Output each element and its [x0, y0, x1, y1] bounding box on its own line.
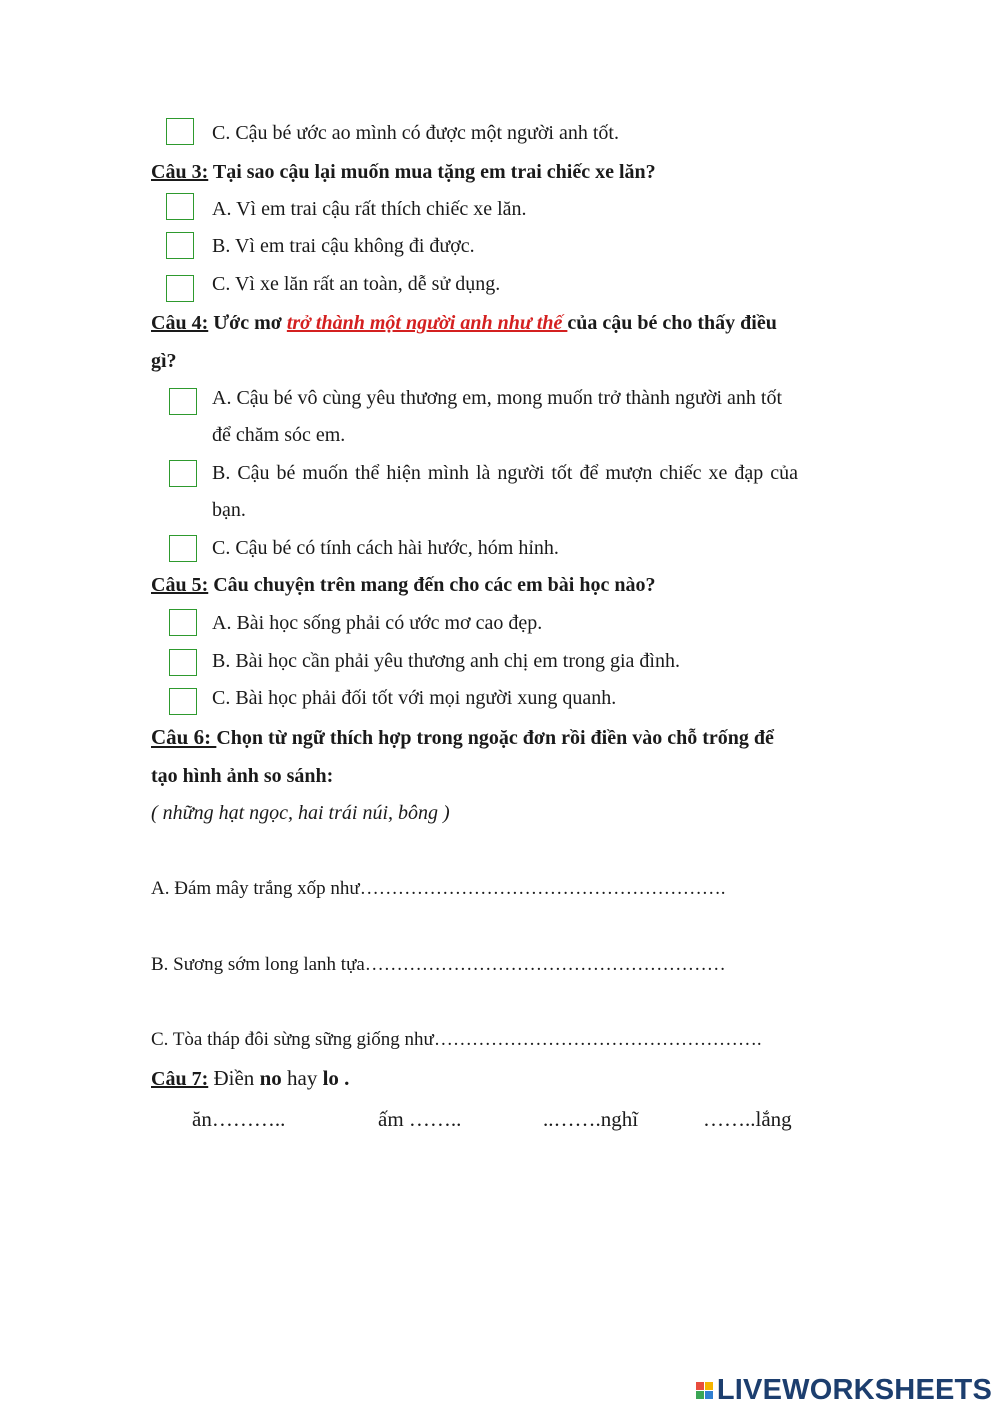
q7-blank-3: ..…….nghĩ [543, 1107, 639, 1131]
q4-number: Câu 4: [151, 312, 209, 334]
brand-blocks-icon [696, 1382, 713, 1399]
q5-heading [151, 573, 655, 597]
q3-number: Câu 3: [151, 161, 209, 183]
q7-blank-1: ăn……….. [192, 1107, 286, 1131]
q6-hint: ( những hạt ngọc, hai trái núi, bông ) [151, 802, 450, 824]
q6-text-line2: tạo hình ảnh so sánh: [151, 765, 334, 787]
q4-text-post: của cậu bé cho thấy điều [567, 312, 777, 334]
q5-option-c: C. Bài học phải đối tốt với mọi người xung quanh. [212, 687, 617, 709]
q4-option-a-line1: A. Cậu bé vô cùng yêu thương em, mong muốn trở thành người anh tốt [212, 387, 782, 409]
q4-heading [151, 311, 849, 335]
q2-option-c: C. Cậu bé ước ao mình có được một người anh tốt. [212, 122, 619, 144]
q7-word-no: no [259, 1066, 282, 1090]
q4-text-pre: Ước mơ [208, 312, 287, 334]
q4-highlight: trở thành một người anh như thế [286, 312, 568, 334]
q3-option-c: C. Vì xe lăn rất an toàn, dễ sử dụng. [212, 273, 501, 295]
q6-fill-line-a: A. Đám mây trắng xốp như…………………………………………………. [151, 878, 726, 899]
answer-checkbox-q3-c[interactable] [166, 275, 194, 302]
q6-heading [151, 725, 774, 750]
q7-number: Câu 7: [151, 1068, 209, 1090]
q6-fill-line-b: B. Sương sớm long lanh tựa………………………………………………… [151, 954, 726, 975]
q7-text-pre: Điền [208, 1066, 260, 1090]
q7-blank-2: ấm …….. [378, 1107, 462, 1131]
q4-option-c: C. Cậu bé có tính cách hài hước, hóm hỉnh. [212, 537, 559, 559]
answer-checkbox-q2-c[interactable] [166, 118, 194, 145]
q6-text-line1: Chọn từ ngữ thích hợp trong ngoặc đơn rồi điền vào chỗ trống để [216, 727, 774, 749]
q5-option-a: A. Bài học sống phải có ước mơ cao đẹp. [212, 612, 543, 634]
q4-option-b-line2: bạn. [212, 499, 246, 521]
q4-option-a-line2: để chăm sóc em. [212, 424, 346, 446]
answer-checkbox-q5-a[interactable] [169, 609, 197, 636]
answer-checkbox-q4-c[interactable] [169, 535, 197, 562]
liveworksheets-logo [696, 1375, 992, 1405]
q5-option-b: B. Bài học cần phải yêu thương anh chị em trong gia đình. [212, 650, 680, 672]
answer-checkbox-q3-b[interactable] [166, 232, 194, 259]
q7-word-lo: lo . [322, 1066, 350, 1090]
q3-option-b: B. Vì em trai cậu không đi được. [212, 235, 475, 257]
q3-text: Tại sao cậu lại muốn mua tặng em trai chiếc xe lăn? [208, 161, 656, 183]
q6-number: Câu 6: [151, 725, 217, 749]
answer-checkbox-q4-a[interactable] [169, 388, 197, 415]
q4-heading-cont: gì? [151, 350, 177, 372]
q7-blank-4: ……..lắng [703, 1107, 792, 1131]
answer-checkbox-q3-a[interactable] [166, 193, 194, 220]
q5-text: Câu chuyện trên mang đến cho các em bài học nào? [208, 574, 656, 596]
q4-option-b-line1: B. Cậu bé muốn thể hiện mình là người tốt để mượn chiếc xe đạp của [212, 462, 799, 484]
answer-checkbox-q5-b[interactable] [169, 649, 197, 676]
answer-checkbox-q5-c[interactable] [169, 688, 197, 715]
q7-text-mid: hay [281, 1066, 323, 1090]
q3-heading [151, 160, 656, 184]
q5-number: Câu 5: [151, 574, 209, 596]
q7-heading [151, 1066, 349, 1091]
brand-text: LIVEWORKSHEETS [716, 1373, 992, 1406]
q3-option-a: A. Vì em trai cậu rất thích chiếc xe lăn. [212, 198, 527, 220]
q6-fill-line-c: C. Tòa tháp đôi sừng sững giống như……………………………………………. [151, 1029, 762, 1050]
answer-checkbox-q4-b[interactable] [169, 460, 197, 487]
